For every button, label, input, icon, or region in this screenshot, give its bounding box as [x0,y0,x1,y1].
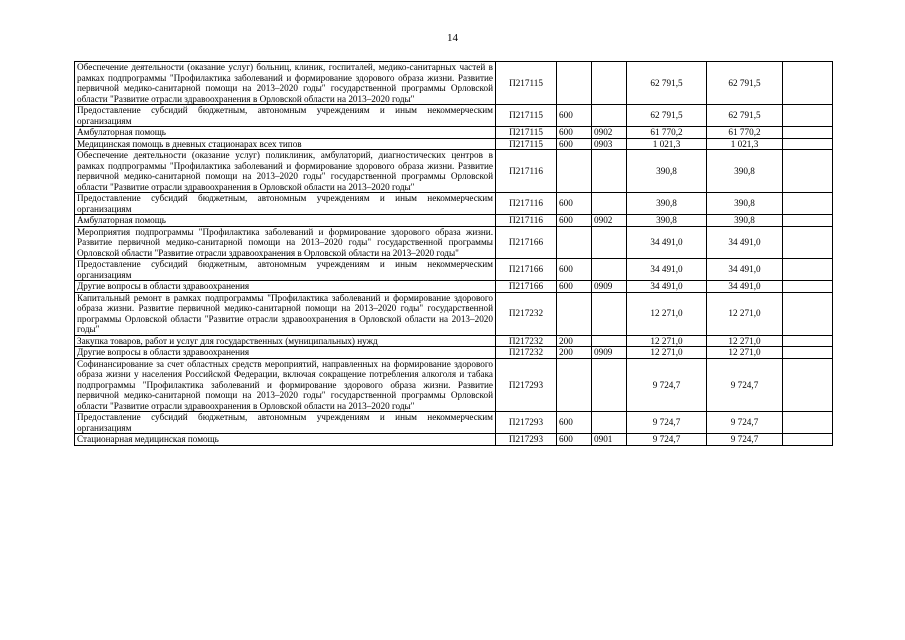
expense-type-code: 600 [557,215,592,227]
budget-table [74,61,833,446]
expense-type-code: 200 [557,347,592,359]
expense-type-code [557,292,592,335]
expense-name: Капитальный ремонт в рамках подпрограммы "Профилактика заболеваний и формирование здорового образа жизни. Развитие первичной медико-санитарной помощи на 2013–2020 годы" государственной программы Орловской области "Развитие отрасли здравоохранения в Орловской области на 2013–2020 годы" [75,292,496,335]
amount-2: 9 724,7 [707,434,783,446]
table-row [75,434,833,446]
section-code [592,259,627,281]
section-code [592,292,627,335]
table-row [75,347,833,359]
expense-type-code: 600 [557,193,592,215]
amount-1: 390,8 [627,215,707,227]
amount-2: 390,8 [707,215,783,227]
amount-1: 62 791,5 [627,62,707,105]
target-article-code: П217115 [496,105,557,127]
expense-name: Предоставление субсидий бюджетным, автономным учреждениям и иным некоммерческим организациям [75,259,496,281]
expense-name: Предоставление субсидий бюджетным, автономным учреждениям и иным некоммерческим организациям [75,193,496,215]
section-code [592,226,627,259]
amount-3 [783,226,833,259]
table-row [75,281,833,293]
amount-2: 34 491,0 [707,259,783,281]
amount-1: 34 491,0 [627,259,707,281]
expense-name: Медицинская помощь в дневных стационарах всех типов [75,138,496,150]
amount-3 [783,335,833,347]
section-code [592,105,627,127]
amount-1: 62 791,5 [627,105,707,127]
amount-1: 9 724,7 [627,358,707,412]
table-row [75,105,833,127]
table-row [75,358,833,412]
amount-3 [783,150,833,193]
amount-2: 390,8 [707,150,783,193]
amount-3 [783,292,833,335]
amount-1: 390,8 [627,193,707,215]
amount-3 [783,347,833,359]
expense-name: Другие вопросы в области здравоохранения [75,347,496,359]
amount-2: 61 770,2 [707,127,783,139]
expense-type-code: 600 [557,412,592,434]
amount-3 [783,358,833,412]
table-row [75,412,833,434]
target-article-code: П217293 [496,434,557,446]
amount-2: 12 271,0 [707,292,783,335]
table-row [75,226,833,259]
table-row [75,193,833,215]
expense-type-code [557,150,592,193]
expense-type-code: 600 [557,138,592,150]
section-code [592,62,627,105]
expense-type-code: 600 [557,281,592,293]
target-article-code: П217166 [496,281,557,293]
page-number: 14 [447,32,458,44]
table-row [75,138,833,150]
section-code [592,150,627,193]
section-code [592,193,627,215]
amount-1: 9 724,7 [627,434,707,446]
amount-1: 390,8 [627,150,707,193]
target-article-code: П217116 [496,193,557,215]
expense-type-code: 600 [557,259,592,281]
target-article-code: П217232 [496,335,557,347]
amount-2: 34 491,0 [707,281,783,293]
target-article-code: П217232 [496,292,557,335]
expense-name: Другие вопросы в области здравоохранения [75,281,496,293]
amount-2: 390,8 [707,193,783,215]
target-article-code: П217115 [496,127,557,139]
expense-name: Софинансирование за счет областных средств мероприятий, направленных на формирование здорового образа жизни у населения Российской Федерации, включая сокращение потребления алкоголя и табака подпрограммы "Профилактика заболеваний и формирование здорового образа жизни. Развитие первичной медико-санитарной помощи на 2013–2020 годы" государственной программы Орловской области "Развитие отрасли здравоохранения в Орловской области на 2013–2020 годы" [75,358,496,412]
table-row [75,292,833,335]
amount-2: 12 271,0 [707,335,783,347]
section-code: 0909 [592,347,627,359]
expense-name: Обеспечение деятельности (оказание услуг) больниц, клиник, госпиталей, медико-санитарных частей в рамках подпрограммы "Профилактика заболеваний и формирование здорового образа жизни. Развитие первичной медико-санитарной помощи на 2013–2020 годы" государственной программы Орловской области "Развитие отрасли здравоохранения в Орловской области на 2013–2020 годы" [75,62,496,105]
expense-name: Обеспечение деятельности (оказание услуг) поликлиник, амбулаторий, диагностических центров в рамках подпрограммы "Профилактика заболеваний и формирование здорового образа жизни. Развитие первичной медико-санитарной помощи на 2013–2020 годы" государственной программы Орловской области "Развитие отрасли здравоохранения в Орловской области на 2013–2020 годы" [75,150,496,193]
target-article-code: П217232 [496,347,557,359]
amount-2: 12 271,0 [707,347,783,359]
amount-3 [783,105,833,127]
amount-1: 61 770,2 [627,127,707,139]
amount-1: 34 491,0 [627,226,707,259]
target-article-code: П217116 [496,215,557,227]
amount-1: 12 271,0 [627,292,707,335]
table-row [75,259,833,281]
section-code [592,335,627,347]
amount-2: 34 491,0 [707,226,783,259]
section-code [592,412,627,434]
expense-name: Амбулаторная помощь [75,215,496,227]
expense-type-code [557,62,592,105]
target-article-code: П217115 [496,138,557,150]
section-code: 0902 [592,215,627,227]
amount-2: 9 724,7 [707,358,783,412]
expense-type-code [557,358,592,412]
amount-1: 9 724,7 [627,412,707,434]
amount-2: 9 724,7 [707,412,783,434]
section-code: 0902 [592,127,627,139]
expense-type-code: 200 [557,335,592,347]
expense-name: Амбулаторная помощь [75,127,496,139]
amount-1: 12 271,0 [627,347,707,359]
amount-2: 1 021,3 [707,138,783,150]
amount-3 [783,138,833,150]
amount-2: 62 791,5 [707,105,783,127]
amount-3 [783,281,833,293]
amount-3 [783,412,833,434]
target-article-code: П217166 [496,226,557,259]
target-article-code: П217116 [496,150,557,193]
amount-3 [783,127,833,139]
amount-3 [783,215,833,227]
target-article-code: П217293 [496,412,557,434]
expense-name: Мероприятия подпрограммы "Профилактика заболеваний и формирование здорового образа жизни. Развитие первичной медико-санитарной помощи на 2013–2020 годы" государственной программы Орловской области "Развитие отрасли здравоохранения в Орловской области на 2013–2020 годы" [75,226,496,259]
expense-name: Стационарная медицинская помощь [75,434,496,446]
section-code: 0901 [592,434,627,446]
table-row [75,127,833,139]
section-code [592,358,627,412]
expense-name: Закупка товаров, работ и услуг для государственных (муниципальных) нужд [75,335,496,347]
amount-3 [783,62,833,105]
target-article-code: П217293 [496,358,557,412]
table-body [75,62,833,446]
section-code: 0909 [592,281,627,293]
expense-type-code: 600 [557,105,592,127]
amount-1: 12 271,0 [627,335,707,347]
expense-type-code: 600 [557,127,592,139]
target-article-code: П217115 [496,62,557,105]
amount-1: 34 491,0 [627,281,707,293]
amount-2: 62 791,5 [707,62,783,105]
table-row [75,150,833,193]
expense-type-code [557,226,592,259]
table-row [75,335,833,347]
amount-3 [783,259,833,281]
expense-name: Предоставление субсидий бюджетным, автономным учреждениям и иным некоммерческим организациям [75,105,496,127]
amount-3 [783,193,833,215]
amount-1: 1 021,3 [627,138,707,150]
expense-type-code: 600 [557,434,592,446]
target-article-code: П217166 [496,259,557,281]
expense-name: Предоставление субсидий бюджетным, автономным учреждениям и иным некоммерческим организациям [75,412,496,434]
amount-3 [783,434,833,446]
section-code: 0903 [592,138,627,150]
table-row [75,62,833,105]
table-row [75,215,833,227]
